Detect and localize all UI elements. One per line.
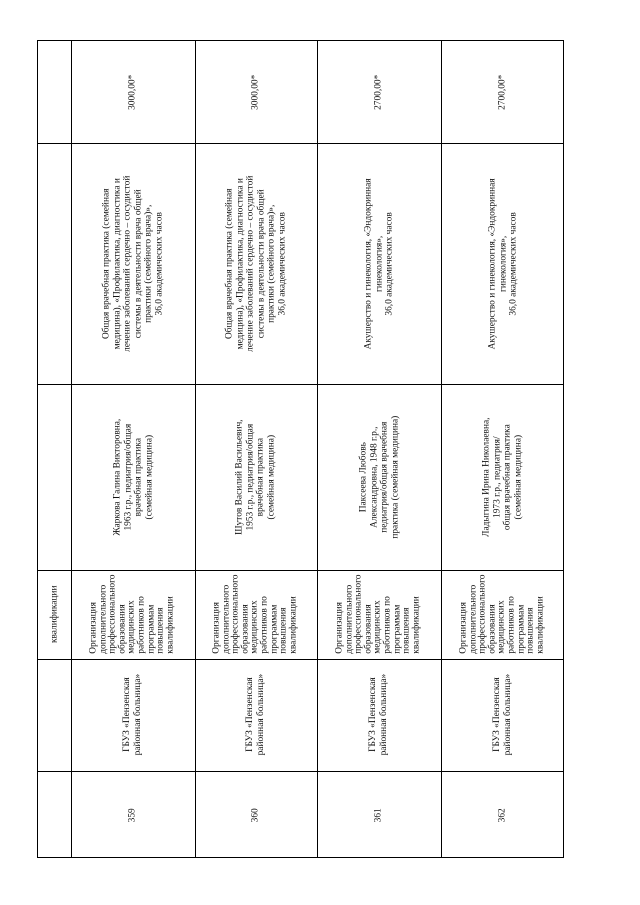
text-line: Шутов Василий Васильевич, xyxy=(234,419,245,535)
text-line: практики (семейного врача)», xyxy=(143,204,154,323)
price-cell xyxy=(441,41,565,143)
text-line: общая врачебная практика xyxy=(502,424,513,530)
row-number-cell xyxy=(317,771,441,859)
text-line: гинекология», xyxy=(497,235,508,292)
text-line: профессионального xyxy=(231,574,242,655)
text-line: квалификации xyxy=(165,596,176,655)
text-line: программам xyxy=(392,605,403,655)
text-line: образования xyxy=(117,604,128,655)
program-cell xyxy=(71,143,195,384)
text-line: работников по xyxy=(506,596,517,655)
text-line: программам xyxy=(269,605,280,655)
text-line: повышения xyxy=(525,607,536,655)
header-qualification-cell xyxy=(38,570,71,659)
text-line: образования xyxy=(240,604,251,655)
price-text: 2700,00* xyxy=(497,74,508,110)
text-line: повышения xyxy=(278,607,289,655)
row-number-cell xyxy=(195,771,317,859)
price-text: 3000,00* xyxy=(250,74,261,110)
text-line: практика (семейная медицина) xyxy=(389,415,400,539)
specialist-cell xyxy=(195,384,317,570)
header-qualification-text: квалификации xyxy=(49,585,60,644)
text-line: 36,0 академических часов xyxy=(154,211,165,316)
text-line: районная больница» xyxy=(503,674,513,756)
text-line: Акушерство и гинекология, «Эндокринная xyxy=(363,178,374,349)
text-line: квалификации xyxy=(411,596,422,655)
specialist-cell xyxy=(317,384,441,570)
institution-text xyxy=(368,674,389,756)
specialist-text xyxy=(112,419,154,536)
text-line: Паксеева Любовь xyxy=(357,441,368,513)
text-line: Общая врачебная практика (семейная xyxy=(224,188,235,339)
institution-text xyxy=(492,674,513,756)
text-line: образования xyxy=(487,604,498,655)
price-cell xyxy=(71,41,195,143)
organization-type-text xyxy=(213,575,299,654)
text-line: медицинских xyxy=(250,600,261,655)
specialist-cell xyxy=(71,384,195,570)
text-line: районная больница» xyxy=(256,674,266,756)
text-line: 1973 г.р., педиатрия/ xyxy=(492,436,503,518)
institution-cell xyxy=(195,659,317,771)
text-line: дополнительного xyxy=(468,585,479,655)
text-line: 36,0 академических часов xyxy=(508,211,519,316)
organization-type-cell xyxy=(195,570,317,659)
text-line: Александровна, 1948 г.р., xyxy=(368,426,379,528)
row-number-cell xyxy=(441,771,565,859)
text-line: лечение заболеваний сердечно – сосудистой xyxy=(122,175,133,352)
services-table xyxy=(37,40,564,858)
program-cell xyxy=(317,143,441,384)
text-line: гинекология», xyxy=(373,235,384,292)
institution-cell xyxy=(441,659,565,771)
text-line: программам xyxy=(146,605,157,655)
program-cell xyxy=(195,143,317,384)
text-line: ГБУЗ «Пензенская xyxy=(245,677,256,753)
row-number-text: 362 xyxy=(497,807,508,823)
text-line: (семейная медицина) xyxy=(513,434,524,520)
organization-type-text xyxy=(460,575,546,654)
text-line: работников по xyxy=(382,596,393,655)
text-line: районная больница» xyxy=(133,674,143,756)
text-line: медицина), «Профилактика, диагностика и xyxy=(111,177,122,350)
price-cell xyxy=(195,41,317,143)
text-line: (семейная медицина) xyxy=(266,434,277,520)
text-line: медицина), «Профилактика, диагностика и xyxy=(234,177,245,350)
text-line: 1953 г.р., педиатрия/общая xyxy=(245,423,256,531)
program-cell xyxy=(441,143,565,384)
text-line: профессионального xyxy=(108,574,119,655)
text-line: повышения xyxy=(155,607,166,655)
text-line: дополнительного xyxy=(221,585,232,655)
text-line: медицинских xyxy=(373,600,384,655)
text-line: врачебная практика xyxy=(132,437,143,517)
program-text xyxy=(363,178,395,349)
text-line: ГБУЗ «Пензенская xyxy=(492,677,503,753)
specialist-cell xyxy=(441,384,565,570)
row-number-text: 359 xyxy=(127,807,138,823)
text-line: Акушерство и гинекология, «Эндокринная xyxy=(487,178,498,349)
specialist-text xyxy=(358,416,400,539)
text-line: 36,0 академических часов xyxy=(384,211,395,316)
text-line: ГБУЗ «Пензенская xyxy=(122,677,133,753)
text-line: программам xyxy=(516,605,527,655)
text-line: (семейная медицина) xyxy=(143,434,154,520)
text-line: профессионального xyxy=(478,574,489,655)
text-line: квалификации xyxy=(288,596,299,655)
text-line: медицинских xyxy=(497,600,508,655)
program-text xyxy=(487,178,519,349)
price-text: 2700,00* xyxy=(373,74,384,110)
text-line: работников по xyxy=(136,596,147,655)
text-line: 1963 г.р., педиатрия/общая xyxy=(122,423,133,531)
text-line: системы в деятельности врача общей xyxy=(256,189,267,338)
row-number-cell xyxy=(71,771,195,859)
text-line: работников по xyxy=(259,596,270,655)
price-cell xyxy=(317,41,441,143)
organization-type-cell xyxy=(441,570,565,659)
organization-type-text xyxy=(336,575,422,654)
text-line: Общая врачебная практика (семейная xyxy=(101,188,112,339)
text-line: квалификации xyxy=(535,596,546,655)
organization-type-text xyxy=(90,575,176,654)
program-text xyxy=(101,175,165,351)
text-line: профессионального xyxy=(354,574,365,655)
text-line: районная больница» xyxy=(379,674,389,756)
text-line: дополнительного xyxy=(344,585,355,655)
text-line: Ладыгина Ирина Николаевна, xyxy=(481,417,492,537)
text-line: Организация xyxy=(211,602,222,655)
text-line: системы в деятельности врача общей xyxy=(133,189,144,338)
text-line: 36,0 академических часов xyxy=(277,211,288,316)
text-line: Организация xyxy=(458,602,469,655)
row-number-text: 361 xyxy=(373,807,384,823)
text-line: практики (семейного врача)», xyxy=(266,204,277,323)
text-line: Жаркова Галина Викторовна, xyxy=(111,418,122,536)
institution-text xyxy=(245,674,266,756)
row-number-text: 360 xyxy=(250,807,261,823)
organization-type-cell xyxy=(71,570,195,659)
price-text: 3000,00* xyxy=(127,74,138,110)
text-line: повышения xyxy=(401,607,412,655)
text-line: врачебная практика xyxy=(256,437,266,517)
text-line: лечение заболеваний сердечно – сосудистой xyxy=(245,175,256,352)
text-line: медицинских xyxy=(127,600,138,655)
institution-cell xyxy=(71,659,195,771)
institution-text xyxy=(122,674,143,756)
text-line: Организация xyxy=(334,602,345,655)
institution-cell xyxy=(317,659,441,771)
text-line: дополнительного xyxy=(98,585,109,655)
specialist-text xyxy=(482,417,524,536)
program-text xyxy=(224,175,288,351)
text-line: Организация xyxy=(88,602,99,655)
text-line: педиатрия/общая врачебная xyxy=(379,421,389,533)
text-line: ГБУЗ «Пензенская xyxy=(368,677,379,753)
specialist-text xyxy=(235,419,277,534)
text-line: образования xyxy=(363,604,374,655)
organization-type-cell xyxy=(317,570,441,659)
